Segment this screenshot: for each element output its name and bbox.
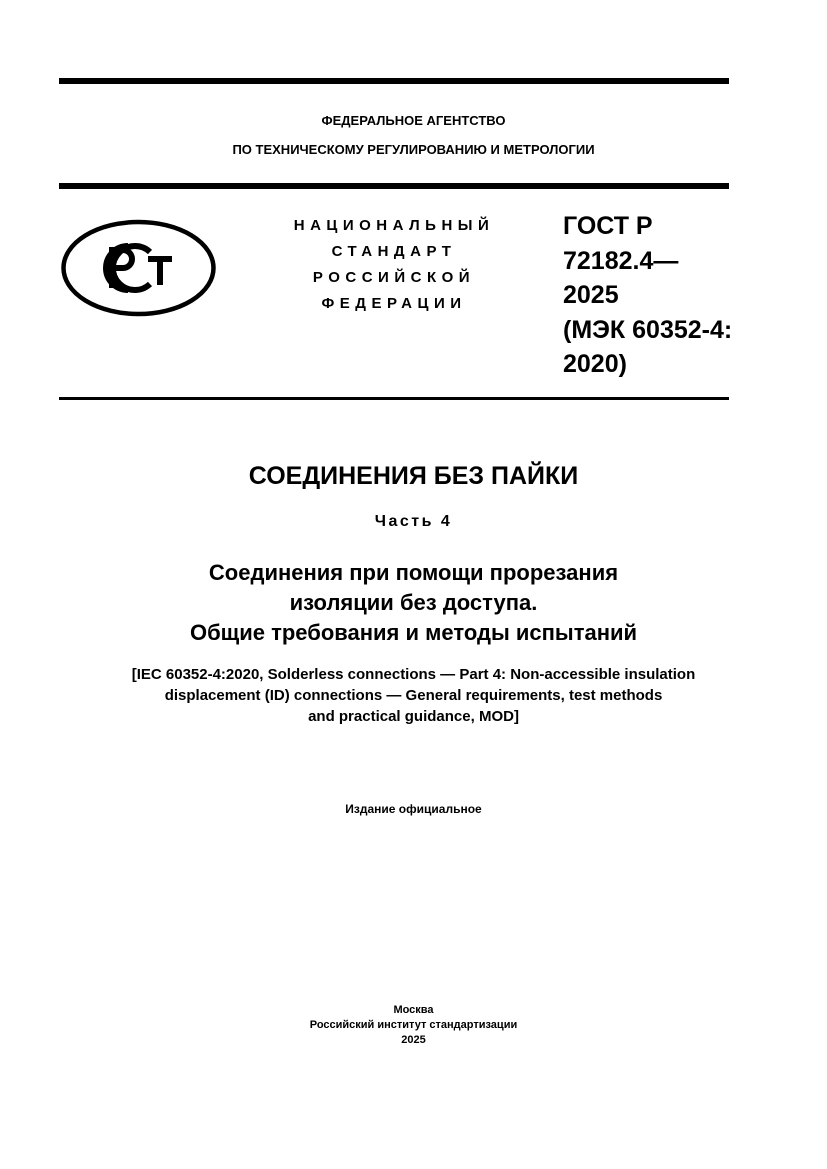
imprint-city: Москва bbox=[393, 1004, 434, 1016]
subtitle-line-3: Общие требования и методы испытаний bbox=[189, 620, 638, 645]
national-standard-label bbox=[270, 213, 518, 317]
gost-r-emblem-icon bbox=[60, 219, 217, 317]
part-label: Часть 4 bbox=[374, 513, 453, 530]
document-subtitle bbox=[0, 558, 827, 648]
designation-line-2: 72182.4— bbox=[563, 246, 679, 275]
subtitle-line-1: Соединения при помощи прорезания bbox=[208, 560, 619, 585]
designation-line-5: 2020) bbox=[563, 350, 627, 378]
imprint-publisher: Российский институт стандартизации bbox=[309, 1019, 518, 1031]
subtitle-line-2: изоляции без доступа. bbox=[289, 590, 538, 615]
imprint bbox=[0, 1003, 827, 1048]
agency-line-2: ПО ТЕХНИЧЕСКОМУ РЕГУЛИРОВАНИЮ И МЕТРОЛОГИИ bbox=[232, 142, 595, 157]
iec-line-1: [IEC 60352-4:2020, Solderless connections — Part 4: Non-accessible insulation bbox=[131, 666, 696, 683]
edition-label: Издание официальное bbox=[345, 802, 482, 816]
agency-header bbox=[0, 106, 827, 164]
national-standard-line-1: НАЦИОНАЛЬНЫЙ bbox=[293, 217, 495, 234]
iec-line-2: displacement (ID) connections — General requirements, test methods bbox=[164, 687, 663, 704]
top-rule bbox=[59, 78, 729, 84]
designation-line-4: (МЭК 60352-4: bbox=[563, 315, 733, 344]
designation-rule bbox=[59, 397, 729, 400]
iec-reference bbox=[0, 664, 827, 727]
document-title: СОЕДИНЕНИЯ БЕЗ ПАЙКИ bbox=[248, 462, 579, 490]
header-rule bbox=[59, 183, 729, 189]
designation-line-3: 2025 bbox=[563, 281, 619, 309]
imprint-year: 2025 bbox=[401, 1034, 426, 1046]
agency-line-1: ФЕДЕРАЛЬНОЕ АГЕНТСТВО bbox=[321, 113, 506, 128]
designation-line-1: ГОСТ Р bbox=[563, 212, 653, 240]
iec-line-3: and practical guidance, MOD] bbox=[308, 708, 519, 725]
standard-designation bbox=[563, 209, 743, 382]
national-standard-line-4: ФЕДЕРАЦИИ bbox=[321, 295, 467, 312]
national-standard-line-3: РОССИЙСКОЙ bbox=[312, 269, 476, 286]
national-standard-line-2: СТАНДАРТ bbox=[331, 243, 457, 260]
